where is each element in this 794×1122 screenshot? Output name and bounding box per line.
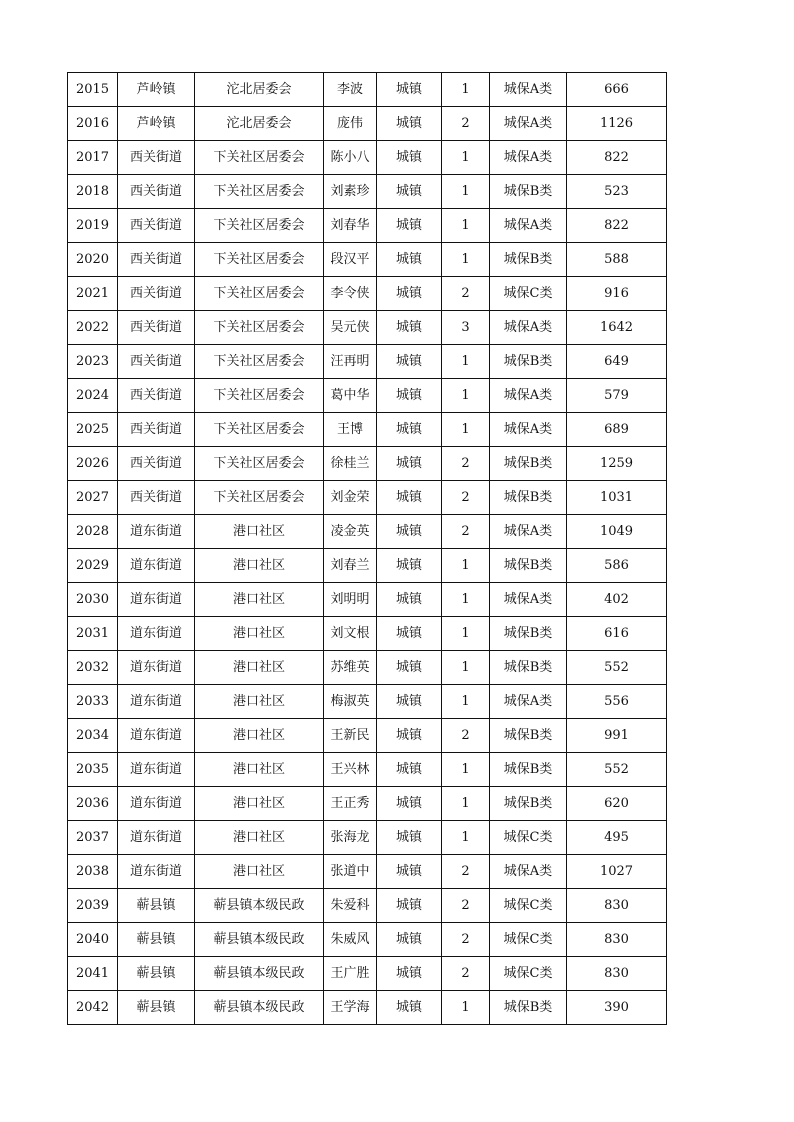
category-cell: 城保A类 [490,311,567,345]
row-number-cell: 2020 [68,243,118,277]
row-number-cell: 2034 [68,719,118,753]
row-number-cell: 2041 [68,957,118,991]
category-cell: 城保B类 [490,787,567,821]
category-cell: 城保B类 [490,447,567,481]
table-row [68,243,667,277]
town-cell: 西关街道 [118,243,195,277]
name-cell: 刘明明 [324,583,377,617]
committee-cell: 蕲县镇本级民政 [195,923,324,957]
name-cell: 张道中 [324,855,377,889]
row-number-cell: 2016 [68,107,118,141]
household-count-cell: 1 [442,753,490,787]
household-count-cell: 2 [442,719,490,753]
records-table-body [68,73,667,1025]
household-count-cell: 1 [442,141,490,175]
name-cell: 王学海 [324,991,377,1025]
household-type-cell: 城镇 [377,73,442,107]
town-cell: 蕲县镇 [118,991,195,1025]
committee-cell: 港口社区 [195,515,324,549]
household-type-cell: 城镇 [377,787,442,821]
row-number-cell: 2036 [68,787,118,821]
category-cell: 城保A类 [490,141,567,175]
amount-cell: 552 [567,753,667,787]
town-cell: 道东街道 [118,617,195,651]
name-cell: 段汉平 [324,243,377,277]
committee-cell: 港口社区 [195,651,324,685]
committee-cell: 下关社区居委会 [195,209,324,243]
household-type-cell: 城镇 [377,311,442,345]
household-type-cell: 城镇 [377,821,442,855]
town-cell: 西关街道 [118,345,195,379]
household-count-cell: 2 [442,855,490,889]
amount-cell: 1031 [567,481,667,515]
table-row [68,821,667,855]
name-cell: 吴元侠 [324,311,377,345]
town-cell: 芦岭镇 [118,107,195,141]
table-row [68,583,667,617]
committee-cell: 沱北居委会 [195,73,324,107]
household-count-cell: 1 [442,651,490,685]
household-type-cell: 城镇 [377,107,442,141]
name-cell: 徐桂兰 [324,447,377,481]
row-number-cell: 2037 [68,821,118,855]
name-cell: 王博 [324,413,377,447]
household-count-cell: 3 [442,311,490,345]
committee-cell: 蕲县镇本级民政 [195,957,324,991]
row-number-cell: 2024 [68,379,118,413]
household-type-cell: 城镇 [377,753,442,787]
household-type-cell: 城镇 [377,617,442,651]
household-type-cell: 城镇 [377,855,442,889]
row-number-cell: 2032 [68,651,118,685]
category-cell: 城保A类 [490,413,567,447]
category-cell: 城保A类 [490,855,567,889]
category-cell: 城保C类 [490,957,567,991]
town-cell: 道东街道 [118,855,195,889]
amount-cell: 495 [567,821,667,855]
name-cell: 朱爱科 [324,889,377,923]
committee-cell: 港口社区 [195,719,324,753]
household-type-cell: 城镇 [377,923,442,957]
category-cell: 城保C类 [490,821,567,855]
household-type-cell: 城镇 [377,549,442,583]
table-row [68,277,667,311]
category-cell: 城保B类 [490,617,567,651]
category-cell: 城保A类 [490,73,567,107]
amount-cell: 916 [567,277,667,311]
amount-cell: 1126 [567,107,667,141]
town-cell: 蕲县镇 [118,923,195,957]
table-row [68,957,667,991]
category-cell: 城保B类 [490,345,567,379]
household-count-cell: 1 [442,73,490,107]
household-count-cell: 2 [442,107,490,141]
name-cell: 汪再明 [324,345,377,379]
table-row [68,617,667,651]
name-cell: 苏维英 [324,651,377,685]
category-cell: 城保C类 [490,277,567,311]
household-type-cell: 城镇 [377,413,442,447]
name-cell: 王兴林 [324,753,377,787]
table-row [68,991,667,1025]
household-type-cell: 城镇 [377,583,442,617]
household-count-cell: 1 [442,413,490,447]
town-cell: 西关街道 [118,209,195,243]
committee-cell: 港口社区 [195,583,324,617]
town-cell: 道东街道 [118,719,195,753]
household-type-cell: 城镇 [377,991,442,1025]
household-count-cell: 2 [442,277,490,311]
town-cell: 道东街道 [118,515,195,549]
table-row [68,175,667,209]
category-cell: 城保B类 [490,991,567,1025]
household-count-cell: 1 [442,821,490,855]
row-number-cell: 2030 [68,583,118,617]
row-number-cell: 2028 [68,515,118,549]
household-count-cell: 2 [442,957,490,991]
amount-cell: 1259 [567,447,667,481]
name-cell: 刘春华 [324,209,377,243]
committee-cell: 下关社区居委会 [195,141,324,175]
amount-cell: 579 [567,379,667,413]
category-cell: 城保B类 [490,481,567,515]
amount-cell: 1027 [567,855,667,889]
category-cell: 城保B类 [490,549,567,583]
committee-cell: 下关社区居委会 [195,379,324,413]
name-cell: 葛中华 [324,379,377,413]
household-type-cell: 城镇 [377,345,442,379]
table-row [68,855,667,889]
committee-cell: 港口社区 [195,685,324,719]
amount-cell: 523 [567,175,667,209]
town-cell: 道东街道 [118,753,195,787]
amount-cell: 556 [567,685,667,719]
committee-cell: 港口社区 [195,753,324,787]
row-number-cell: 2038 [68,855,118,889]
amount-cell: 689 [567,413,667,447]
amount-cell: 830 [567,957,667,991]
row-number-cell: 2039 [68,889,118,923]
category-cell: 城保C类 [490,923,567,957]
household-type-cell: 城镇 [377,685,442,719]
table-row [68,481,667,515]
committee-cell: 下关社区居委会 [195,311,324,345]
committee-cell: 港口社区 [195,549,324,583]
household-type-cell: 城镇 [377,515,442,549]
town-cell: 道东街道 [118,651,195,685]
name-cell: 王新民 [324,719,377,753]
name-cell: 朱威风 [324,923,377,957]
town-cell: 道东街道 [118,549,195,583]
household-count-cell: 1 [442,617,490,651]
amount-cell: 649 [567,345,667,379]
category-cell: 城保B类 [490,175,567,209]
amount-cell: 390 [567,991,667,1025]
household-type-cell: 城镇 [377,175,442,209]
household-type-cell: 城镇 [377,277,442,311]
committee-cell: 蕲县镇本级民政 [195,991,324,1025]
amount-cell: 1642 [567,311,667,345]
amount-cell: 822 [567,141,667,175]
committee-cell: 下关社区居委会 [195,413,324,447]
name-cell: 李波 [324,73,377,107]
row-number-cell: 2025 [68,413,118,447]
household-count-cell: 2 [442,481,490,515]
town-cell: 芦岭镇 [118,73,195,107]
household-count-cell: 1 [442,549,490,583]
category-cell: 城保A类 [490,107,567,141]
town-cell: 西关街道 [118,311,195,345]
row-number-cell: 2021 [68,277,118,311]
row-number-cell: 2042 [68,991,118,1025]
town-cell: 西关街道 [118,413,195,447]
committee-cell: 下关社区居委会 [195,175,324,209]
table-row [68,515,667,549]
category-cell: 城保A类 [490,209,567,243]
household-type-cell: 城镇 [377,481,442,515]
town-cell: 道东街道 [118,583,195,617]
committee-cell: 下关社区居委会 [195,481,324,515]
household-count-cell: 1 [442,209,490,243]
row-number-cell: 2015 [68,73,118,107]
town-cell: 蕲县镇 [118,889,195,923]
name-cell: 刘春兰 [324,549,377,583]
row-number-cell: 2026 [68,447,118,481]
amount-cell: 1049 [567,515,667,549]
category-cell: 城保B类 [490,651,567,685]
table-row [68,923,667,957]
household-count-cell: 1 [442,345,490,379]
household-type-cell: 城镇 [377,651,442,685]
category-cell: 城保C类 [490,889,567,923]
town-cell: 西关街道 [118,175,195,209]
table-row [68,719,667,753]
row-number-cell: 2019 [68,209,118,243]
town-cell: 西关街道 [118,447,195,481]
category-cell: 城保A类 [490,515,567,549]
table-row [68,345,667,379]
committee-cell: 下关社区居委会 [195,243,324,277]
committee-cell: 蕲县镇本级民政 [195,889,324,923]
table-row [68,311,667,345]
household-count-cell: 1 [442,175,490,209]
name-cell: 张海龙 [324,821,377,855]
amount-cell: 822 [567,209,667,243]
name-cell: 李令侠 [324,277,377,311]
household-count-cell: 2 [442,923,490,957]
town-cell: 西关街道 [118,379,195,413]
committee-cell: 下关社区居委会 [195,277,324,311]
table-row [68,413,667,447]
household-count-cell: 2 [442,515,490,549]
amount-cell: 588 [567,243,667,277]
town-cell: 道东街道 [118,821,195,855]
records-table [67,72,667,1025]
table-row [68,889,667,923]
row-number-cell: 2022 [68,311,118,345]
category-cell: 城保A类 [490,685,567,719]
row-number-cell: 2040 [68,923,118,957]
category-cell: 城保A类 [490,379,567,413]
row-number-cell: 2029 [68,549,118,583]
row-number-cell: 2018 [68,175,118,209]
household-count-cell: 2 [442,889,490,923]
amount-cell: 991 [567,719,667,753]
table-row [68,651,667,685]
name-cell: 凌金英 [324,515,377,549]
committee-cell: 沱北居委会 [195,107,324,141]
name-cell: 王正秀 [324,787,377,821]
town-cell: 西关街道 [118,141,195,175]
table-row [68,209,667,243]
committee-cell: 下关社区居委会 [195,447,324,481]
amount-cell: 616 [567,617,667,651]
committee-cell: 下关社区居委会 [195,345,324,379]
category-cell: 城保A类 [490,583,567,617]
household-type-cell: 城镇 [377,209,442,243]
table-row [68,685,667,719]
household-count-cell: 1 [442,379,490,413]
name-cell: 刘文根 [324,617,377,651]
table-row [68,379,667,413]
amount-cell: 552 [567,651,667,685]
amount-cell: 830 [567,889,667,923]
household-type-cell: 城镇 [377,447,442,481]
household-type-cell: 城镇 [377,719,442,753]
committee-cell: 港口社区 [195,821,324,855]
town-cell: 道东街道 [118,685,195,719]
row-number-cell: 2017 [68,141,118,175]
household-type-cell: 城镇 [377,243,442,277]
amount-cell: 402 [567,583,667,617]
table-row [68,107,667,141]
household-type-cell: 城镇 [377,379,442,413]
name-cell: 庞伟 [324,107,377,141]
row-number-cell: 2023 [68,345,118,379]
household-count-cell: 1 [442,583,490,617]
row-number-cell: 2035 [68,753,118,787]
name-cell: 陈小八 [324,141,377,175]
category-cell: 城保B类 [490,243,567,277]
committee-cell: 港口社区 [195,617,324,651]
amount-cell: 586 [567,549,667,583]
committee-cell: 港口社区 [195,787,324,821]
name-cell: 刘金荣 [324,481,377,515]
name-cell: 梅淑英 [324,685,377,719]
name-cell: 刘素珍 [324,175,377,209]
household-count-cell: 1 [442,685,490,719]
town-cell: 蕲县镇 [118,957,195,991]
table-row [68,549,667,583]
household-count-cell: 1 [442,243,490,277]
town-cell: 道东街道 [118,787,195,821]
town-cell: 西关街道 [118,481,195,515]
table-row [68,73,667,107]
category-cell: 城保B类 [490,719,567,753]
amount-cell: 666 [567,73,667,107]
table-row [68,787,667,821]
household-count-cell: 1 [442,787,490,821]
amount-cell: 830 [567,923,667,957]
category-cell: 城保B类 [490,753,567,787]
committee-cell: 港口社区 [195,855,324,889]
table-row [68,141,667,175]
household-count-cell: 1 [442,991,490,1025]
table-row [68,447,667,481]
name-cell: 王广胜 [324,957,377,991]
row-number-cell: 2031 [68,617,118,651]
row-number-cell: 2027 [68,481,118,515]
household-type-cell: 城镇 [377,957,442,991]
household-type-cell: 城镇 [377,141,442,175]
household-count-cell: 2 [442,447,490,481]
town-cell: 西关街道 [118,277,195,311]
row-number-cell: 2033 [68,685,118,719]
amount-cell: 620 [567,787,667,821]
table-row [68,753,667,787]
household-type-cell: 城镇 [377,889,442,923]
